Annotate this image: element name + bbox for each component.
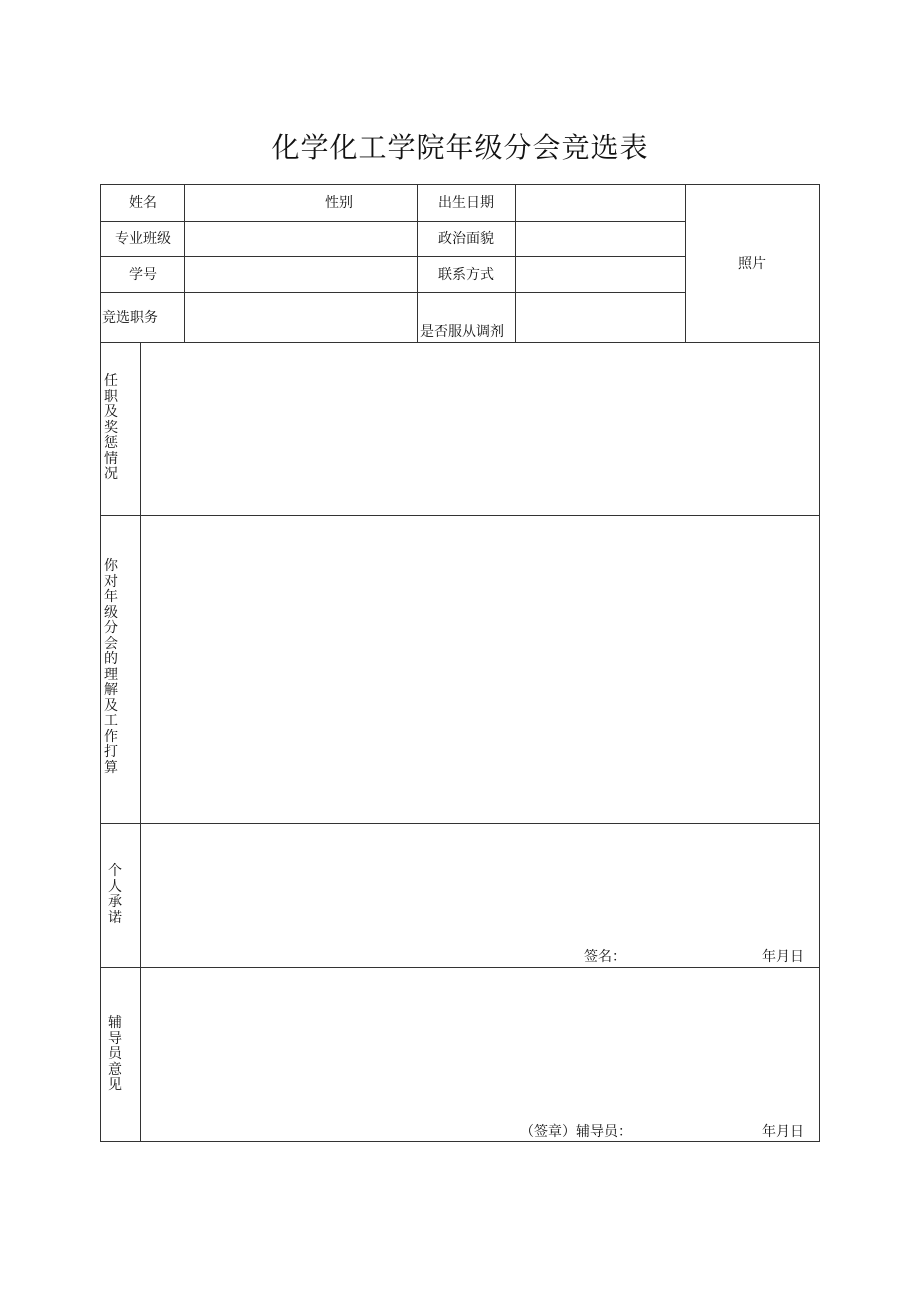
page-title: 化学化工学院年级分会竞选表 [271,131,649,164]
plan-content[interactable] [141,516,819,823]
counselor-date-label: 年月日 [762,1124,804,1140]
obey-adjustment-value[interactable] [516,293,685,342]
position-value[interactable] [185,293,417,342]
name-label: 姓名 [129,195,157,211]
gender-label: 性别 [325,195,353,211]
major-class-label: 专业班级 [115,231,171,247]
border-right [819,184,820,1142]
commitment-content[interactable] [141,824,819,944]
photo-area[interactable] [686,185,819,342]
contact-label: 联系方式 [438,267,494,283]
position-label: 竞选职务 [102,310,158,326]
application-form [100,184,820,1142]
border-bottom [100,1141,820,1142]
commitment-signature-label: 签名： [584,949,626,965]
political-status-value[interactable] [516,222,685,256]
experience-section-label: 任职及奖惩情况 [104,373,118,482]
birth-date-value[interactable] [516,185,685,221]
obey-adjustment-label: 是否服从调剂 [420,324,504,340]
plan-section-label: 你对年级分会的理解及工作打算 [104,558,118,776]
commitment-section-label: 个人承诺 [108,863,122,926]
major-class-value[interactable] [185,222,417,256]
gender-value[interactable] [370,185,416,221]
contact-value[interactable] [516,257,685,292]
birth-date-label: 出生日期 [438,195,494,211]
commitment-date-label: 年月日 [762,949,804,965]
counselor-content[interactable] [141,968,819,1118]
counselor-section-label: 辅导员意见 [108,1015,122,1093]
col-line-2 [417,184,418,342]
name-value[interactable] [185,185,335,221]
political-status-label: 政治面貌 [438,231,494,247]
student-id-value[interactable] [185,257,417,292]
counselor-signature-label: （签章）辅导员： [520,1124,632,1140]
student-id-label: 学号 [129,267,157,283]
photo-label: 照片 [738,256,766,272]
border-left [100,184,101,1142]
experience-content[interactable] [141,343,819,515]
